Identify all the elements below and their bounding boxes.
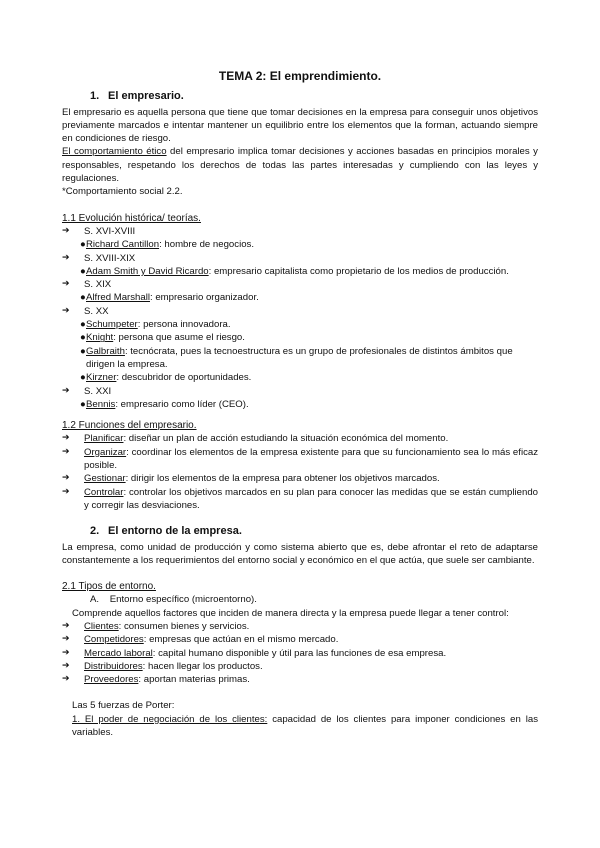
entrepreneur-functions-list: [62, 432, 538, 512]
theorist-description: : empresario organizador.: [149, 292, 259, 304]
bullet-icon: ●: [80, 398, 86, 410]
porter-force-1-term: 1. El poder de negociación de los clientes:: [72, 713, 268, 725]
arrow-icon: ➔: [62, 620, 70, 631]
section-2-paragraph: La empresa, como unidad de producción y como sistema abierto que es, debe afrontar el reto de adaptarse constantemente a los requerimientos del entorno social y económico en el que actúa, que suele ser cambiante.: [62, 541, 538, 566]
specific-environment-intro: Comprende aquellos factores que inciden de manera directa y la empresa puede llegar a tener control:: [72, 607, 509, 619]
factor-description: : hacen llegar los productos.: [142, 660, 263, 672]
theorist-description: : hombre de negocios.: [159, 239, 254, 251]
arrow-icon: ➔: [62, 486, 70, 497]
ethical-behaviour-text: del empresario implica tomar decisiones y acciones basadas en principios morales y responsables, respetando los derechos de todas las partes interesadas y cumpliendo con las leyes y regulaciones.: [62, 146, 538, 185]
arrow-icon: ➔: [62, 634, 70, 645]
theorist-item: [62, 238, 538, 251]
porter-force-1-text: capacidad de los clientes para imponer condiciones en las variables.: [72, 713, 538, 739]
arrow-icon: ➔: [62, 446, 70, 457]
theorist-item: [62, 371, 538, 384]
factor-item: [62, 633, 538, 646]
theorist-name: Adam Smith y David Ricardo: [86, 265, 209, 277]
theorist-description: : empresario capitalista como propietario de los medios de producción.: [208, 265, 509, 277]
section-1-note: *Comportamiento social 2.2.: [62, 186, 183, 198]
arrow-icon: ➔: [62, 225, 70, 236]
bullet-icon: ●: [80, 239, 86, 251]
theorist-item: [62, 291, 538, 304]
factor-item: [62, 620, 538, 633]
factor-name: Distribuidores: [84, 660, 143, 672]
section-1-paragraph-2: [62, 145, 538, 185]
historical-evolution-list: [62, 225, 538, 411]
theorist-item: [62, 331, 538, 344]
function-description: : dirigir los elementos de la empresa para obtener los objetivos marcados.: [125, 473, 440, 485]
section-1-title: El empresario.: [108, 90, 184, 103]
theorist-description: : persona que asume el riesgo.: [113, 332, 245, 344]
porter-forces-title: Las 5 fuerzas de Porter:: [72, 700, 175, 712]
factor-name: Proveedores: [84, 674, 139, 686]
section-2-heading: [62, 525, 538, 538]
theorist-item: [62, 345, 538, 372]
arrow-icon: ➔: [62, 647, 70, 658]
theorist-description: : descubridor de oportunidades.: [116, 372, 252, 384]
microenvironment-factors-list: [62, 620, 538, 686]
theorist-name: Bennis: [86, 398, 116, 410]
factor-description: : consumen bienes y servicios.: [118, 620, 250, 632]
factor-name: Competidores: [84, 634, 144, 646]
theorist-description: : persona innovadora.: [137, 319, 231, 331]
function-name: Gestionar: [84, 473, 126, 485]
document-title: TEMA 2: El emprendimiento.: [218, 69, 382, 83]
century-label: S. XX: [84, 305, 109, 317]
function-description: : diseñar un plan de acción estudiando la situación económica del momento.: [123, 433, 449, 445]
section-2-title: El entorno de la empresa.: [108, 525, 242, 538]
function-name: Planificar: [84, 433, 124, 445]
theorist-name: Knight: [86, 332, 114, 344]
century-item: [62, 252, 538, 265]
function-item: [62, 472, 538, 485]
bullet-icon: ●: [80, 372, 86, 384]
arrow-icon: ➔: [62, 660, 70, 671]
function-description: : controlar los objetivos marcados en su plan para conocer las medidas que se están cumpliendo y corregir las desviaciones.: [84, 486, 538, 511]
factor-name: Clientes: [84, 620, 119, 632]
factor-item: [62, 673, 538, 686]
bullet-icon: ●: [80, 265, 86, 277]
bullet-icon: ●: [80, 292, 86, 304]
function-name: Controlar: [84, 486, 124, 498]
century-item: [62, 278, 538, 291]
factor-item: [62, 647, 538, 660]
century-label: S. XVIII-XIX: [84, 252, 136, 264]
subsection-1-2-heading: 1.2 Funciones del empresario.: [62, 420, 197, 432]
theorist-name: Schumpeter: [86, 319, 138, 331]
function-item: [62, 446, 538, 473]
subsection-2-1-heading: 2.1 Tipos de entorno.: [62, 581, 156, 593]
arrow-icon: ➔: [62, 305, 70, 316]
function-description: : coordinar los elementos de la empresa existente para que su funcionamiento sea lo más eficaz posible.: [84, 446, 538, 472]
specific-environment-label: A. Entorno específico (microentorno).: [90, 594, 257, 606]
factor-item: [62, 660, 538, 673]
factor-description: : capital humano disponible y útil para las funciones de esa empresa.: [152, 647, 447, 659]
section-1-heading: [62, 90, 538, 103]
factor-name: Mercado laboral: [84, 647, 153, 659]
theorist-description: : empresario como líder (CEO).: [115, 398, 249, 410]
arrow-icon: ➔: [62, 433, 70, 444]
century-item: [62, 385, 538, 398]
theorist-item: [62, 265, 538, 278]
bullet-icon: ●: [80, 319, 86, 331]
function-item: [62, 486, 538, 513]
arrow-icon: ➔: [62, 252, 70, 263]
section-1-number: 1.: [90, 90, 100, 103]
subsection-1-1-heading: 1.1 Evolución histórica/ teorías.: [62, 212, 201, 224]
century-item: [62, 305, 538, 318]
arrow-icon: ➔: [62, 279, 70, 290]
arrow-icon: ➔: [62, 674, 70, 685]
theorist-name: Kirzner: [86, 372, 117, 384]
section-1-paragraph-1: El empresario es aquella persona que tiene que tomar decisiones en la empresa para conseguir unos objetivos previamente marcados e intentar mantener un equilibrio entre los elementos que la forman, actuando siempre en condiciones de riesgo.: [62, 106, 538, 145]
theorist-description: : tecnócrata, pues la tecnoestructura es un grupo de profesionales de distintos ámbitos que dirigen la empresa.: [86, 345, 513, 370]
century-label: S. XVI-XVIII: [84, 225, 136, 237]
theorist-item: [62, 318, 538, 331]
arrow-icon: ➔: [62, 385, 70, 396]
century-label: S. XIX: [84, 279, 112, 291]
arrow-icon: ➔: [62, 473, 70, 484]
ethical-behaviour-term: El comportamiento ético: [62, 146, 167, 158]
factor-description: : empresas que actúan en el mismo mercado.: [143, 634, 339, 646]
function-name: Organizar: [84, 446, 127, 458]
bullet-icon: ●: [80, 332, 86, 344]
factor-description: : aportan materias primas.: [138, 674, 250, 686]
theorist-item: [62, 398, 538, 411]
section-2-number: 2.: [90, 525, 100, 538]
bullet-icon: ●: [80, 345, 86, 357]
theorist-name: Richard Cantillon: [86, 239, 160, 251]
porter-force-1: [62, 713, 538, 740]
theorist-name: Alfred Marshall: [86, 292, 150, 304]
century-label: S. XXI: [84, 385, 112, 397]
theorist-name: Galbraith: [86, 345, 125, 357]
function-item: [62, 432, 538, 445]
century-item: [62, 225, 538, 238]
